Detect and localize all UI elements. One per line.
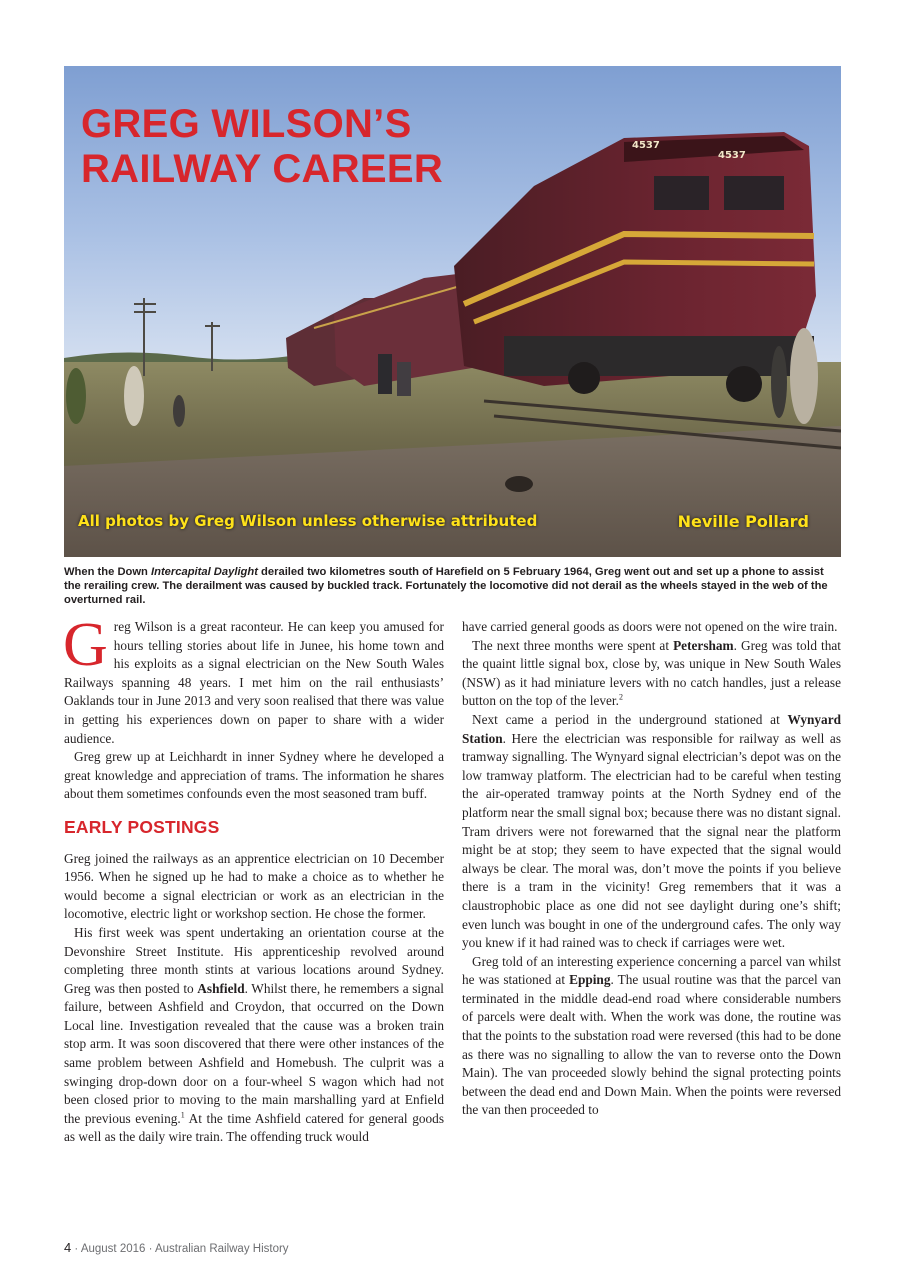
place-name-wynyard: Wynyard Station — [462, 711, 841, 746]
text: . The usual routine was that the parcel van terminated in the middle dead-end road where considerable numbers of parcels were dealt with. When the work was done, the routine was that the points to the substation road were reversed (this had to be done as there was no signalling to allow the van to reverse onto the Down Main). The van proceeded slowly behind the signal protecting points between the dead end and Down Main. When the points were reversed the van then proceeded to — [462, 972, 841, 1118]
page-footer — [64, 1240, 289, 1255]
section-heading-early-postings: EARLY POSTINGS — [64, 816, 220, 837]
loco-number-left: 4537 — [632, 140, 660, 151]
caption-part-1: When the Down — [64, 566, 152, 578]
title-line-2: RAILWAY CAREER — [81, 147, 444, 191]
footnote-ref-1[interactable]: 1 — [180, 1110, 185, 1120]
right-column — [462, 618, 841, 1120]
hero-photo — [64, 66, 841, 557]
intro-paragraph — [63, 611, 444, 748]
photo-credit-general: All photos by Greg Wilson unless otherwise attributed — [78, 512, 538, 530]
text: At the time Ashfield catered for general goods as well as the daily wire train. The offending truck would — [64, 1110, 444, 1145]
text: His first week was spent undertaking an orientation course at the Devonshire Street Institute. His apprenticeship revolved around completing three month stints at various locations around Sydney. Greg was then posted to — [64, 924, 444, 996]
caption-train-name: Intercapital Daylight — [151, 566, 258, 578]
paragraph-ashfield — [64, 924, 444, 1147]
text: . Whilst there, he remembers a signal failure, between Ashfield and Croydon, that occurred on the Down Local line. Investigation revealed that the cause was a broken train stop arm. It was soon discovered that there were other instances of the same problem between Ashfield and Homebush. The culprit was a swinging drop-down door on a four-wheel S wagon which had not been closed prior to moving to the main marshalling yard at Enfield the previous evening. — [64, 980, 445, 1126]
text: The next three months were spent at — [472, 637, 674, 653]
paragraph: Greg joined the railways as an apprentice electrician on 10 December 1956. When he signed up he had to make a choice as to whether he would become a signal electrician or work as an electrician in the locomotive, electric light or workshop section. He chose the former. — [64, 850, 444, 922]
paragraph: Greg grew up at Leichhardt in inner Sydney where he developed a great knowledge and appreciation of trams. The information he shares about them sometimes confounds even the most seasoned tram buff. — [64, 749, 444, 802]
text: . Here the electrician was responsible for railway as well as tramway signalling. The Wynyard signal electrician’s depot was on the low tramway platform. The electrician had to be careful when testing the air-operated tramway points at the North Sydney end of the platform near the small signal box; because there was no distant signal. Tram drivers were not forewarned that the signal near the platform might be at stop; they seem to have expected that the signal would always be clear. The moral was, don’t move the points if you believe there is a tram in the vicinity! Greg remembers that it was a claustrophobic place as one did not see daylight during one’s shift; even lunch was bought in one of the underground cafes. The only way you knew if it had rained was to check if carriages were wet. — [462, 730, 841, 951]
paragraph-wynyard — [462, 711, 841, 953]
photo-caption — [64, 565, 841, 607]
place-name-ashfield: Ashfield — [197, 980, 245, 996]
title-line-1: GREG WILSON’S — [81, 102, 412, 146]
place-name-epping: Epping — [569, 972, 611, 988]
paragraph-continued: have carried general goods as doors were not opened on the wire train. — [462, 619, 838, 634]
paragraph-petersham — [462, 637, 841, 711]
article-title — [81, 102, 443, 192]
caption-part-2: derailed two kilometres south of Harefield on 5 February 1964, Greg went out and set up a phone to assist the rerailing crew. The derailment was caused by buckled track. Fortunately the locomotive did not derail as the wheels stayed in the web of the overturned rail. — [64, 566, 828, 606]
footer-publication: · August 2016 · Australian Railway History — [71, 1243, 289, 1255]
paragraph-epping — [462, 953, 841, 1120]
text: Next came a period in the underground stationed at — [472, 711, 788, 727]
loco-number-right: 4537 — [718, 150, 746, 161]
photo-credit-photographer: Neville Pollard — [677, 512, 809, 531]
intro-text: reg Wilson is a great raconteur. He can keep you amused for hours telling stories about life in Junee, his home town and his exploits as a signal electrician on the New South Wales Railways spanning 48 years. I met him on the rail enthusiasts’ Oaklands tour in June 2013 and very soon realised that there was value in getting his experiences down on paper to share with a wider audience. — [64, 619, 444, 746]
drop-cap: G — [63, 611, 108, 679]
text: Greg told of an interesting experience concerning a parcel van whilst he was stationed at — [462, 953, 841, 988]
place-name-petersham: Petersham — [673, 637, 734, 653]
page-number: 4 — [64, 1240, 72, 1255]
text: . Greg was told that the quaint little signal box, close by, was unique in New South Wales (NSW) as it had miniature levers with no catch handles, just a release button on the top of the lever. — [462, 637, 841, 709]
left-column — [63, 611, 445, 1147]
footnote-ref-2[interactable]: 2 — [618, 692, 623, 702]
